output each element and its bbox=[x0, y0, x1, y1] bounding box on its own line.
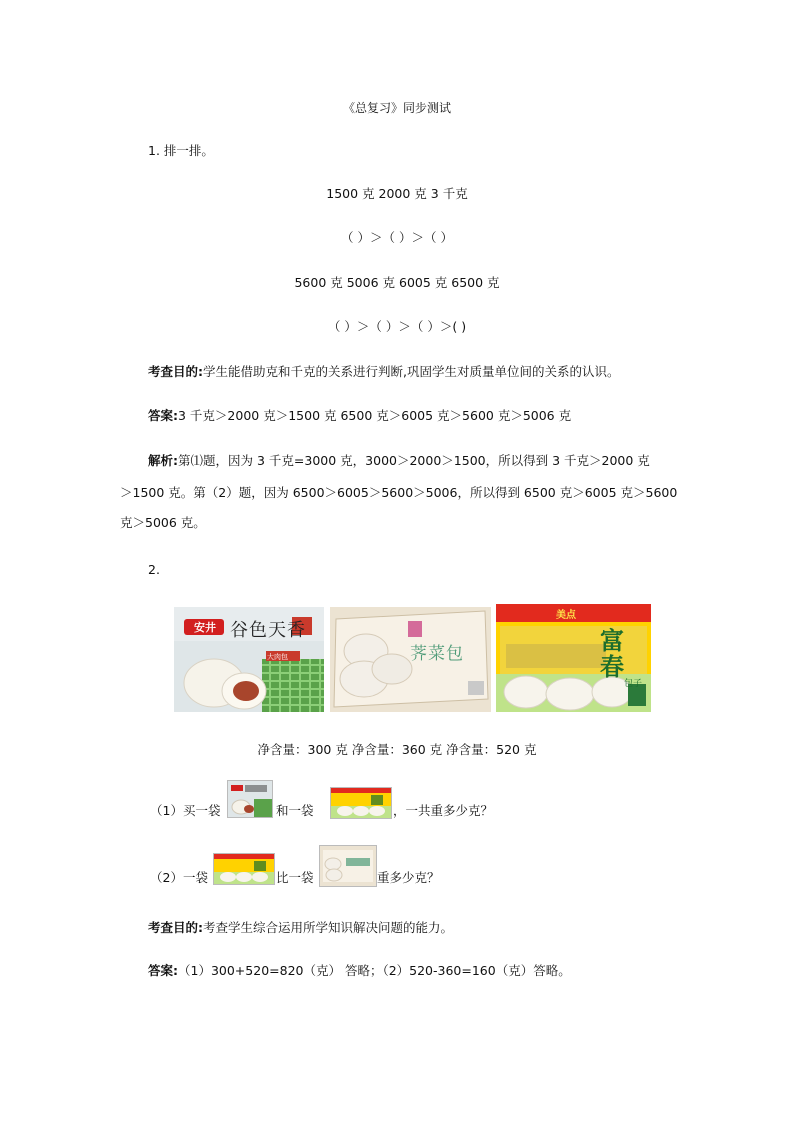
package-3-thumbnail-a bbox=[330, 787, 392, 819]
q1-goal-label: 考查目的: bbox=[148, 364, 203, 379]
q1-analysis-text: 第⑴题，因为 3 千克=3000 克，3000＞2000＞1500，所以得到 3 千克＞2000 克 bbox=[178, 453, 650, 468]
q1-row1: 1500 克 2000 克 3 千克 bbox=[326, 186, 468, 201]
package-1-thumbnail bbox=[227, 780, 273, 818]
q1-heading: 1. 排一排。 bbox=[148, 143, 214, 158]
q2-sub2-part-c: 重多少克？ bbox=[377, 870, 440, 885]
net-weight-line: 净含量：300 克 净含量：360 克 净含量：520 克 bbox=[257, 742, 537, 757]
q1-analysis-line1 bbox=[148, 451, 650, 471]
q1-answer-label: 答案: bbox=[148, 408, 178, 423]
q2-sub2-part-a: （2）一袋 bbox=[150, 870, 208, 885]
package-3-brand: 美点 bbox=[556, 610, 576, 621]
package-1-thumbnail-icon bbox=[228, 781, 272, 817]
q1-analysis-line3: 克＞5006 克。 bbox=[120, 515, 206, 530]
package-photo-3 bbox=[496, 604, 651, 712]
q2-goal bbox=[148, 918, 453, 938]
package-3-name: 富春 bbox=[600, 627, 624, 681]
q1-analysis-line2: ＞1500 克。第（2）题，因为 6500＞6005＞5600＞5006，所以得到 6500 克＞6005 克＞5600 bbox=[120, 485, 678, 500]
q2-sub1-part-c: ，一共重多少克？ bbox=[393, 803, 494, 818]
q2-sub2-part-b: 比一袋 bbox=[276, 870, 314, 885]
package-3-tag: 包子 bbox=[624, 679, 643, 689]
q2-answer bbox=[148, 961, 571, 981]
q2-goal-label: 考查目的: bbox=[148, 920, 203, 935]
page-title: 《总复习》同步测试 bbox=[342, 101, 451, 115]
q2-sub1-part-b: 和一袋 bbox=[276, 803, 314, 818]
q1-goal bbox=[148, 362, 619, 382]
q1-blank2: （ ）＞（ ）＞（ ）＞( ) bbox=[327, 319, 467, 334]
q1-analysis-label: 解析: bbox=[148, 453, 178, 468]
q2-answer-text: （1）300+520=820（克） 答略；（2）520-360=160（克）答略。 bbox=[178, 963, 571, 978]
q2-answer-label: 答案: bbox=[148, 963, 178, 978]
q1-answer bbox=[148, 406, 571, 426]
package-3-thumbnail-b bbox=[213, 853, 275, 885]
package-3-thumbnail-b-icon bbox=[214, 854, 274, 884]
q2-heading: 2. bbox=[148, 562, 160, 577]
package-1-brand: 安井 bbox=[194, 621, 216, 634]
q1-answer-text: 3 千克＞2000 克＞1500 克 6500 克＞6005 克＞5600 克＞5006 克 bbox=[178, 408, 572, 423]
package-2-thumbnail-icon bbox=[320, 846, 376, 886]
q2-sub1-part-a: （1）买一袋 bbox=[150, 803, 221, 818]
package-photo-1 bbox=[174, 607, 324, 712]
package-2-name: 荠菜包 bbox=[410, 644, 464, 664]
q1-blank1: （ ）＞（ ）＞（ ） bbox=[341, 230, 453, 245]
q1-row2: 5600 克 5006 克 6005 克 6500 克 bbox=[294, 275, 500, 290]
package-3-thumbnail-icon bbox=[331, 788, 391, 818]
q1-goal-text: 学生能借助克和千克的关系进行判断,巩固学生对质量单位间的关系的认识。 bbox=[203, 364, 620, 379]
package-1-name: 谷色天香 bbox=[230, 620, 306, 641]
package-photo-2 bbox=[330, 607, 491, 712]
package-1-tag: 大肉包 bbox=[267, 653, 288, 661]
q2-goal-text: 考查学生综合运用所学知识解决问题的能力。 bbox=[203, 920, 454, 935]
package-2-thumbnail bbox=[319, 845, 377, 887]
